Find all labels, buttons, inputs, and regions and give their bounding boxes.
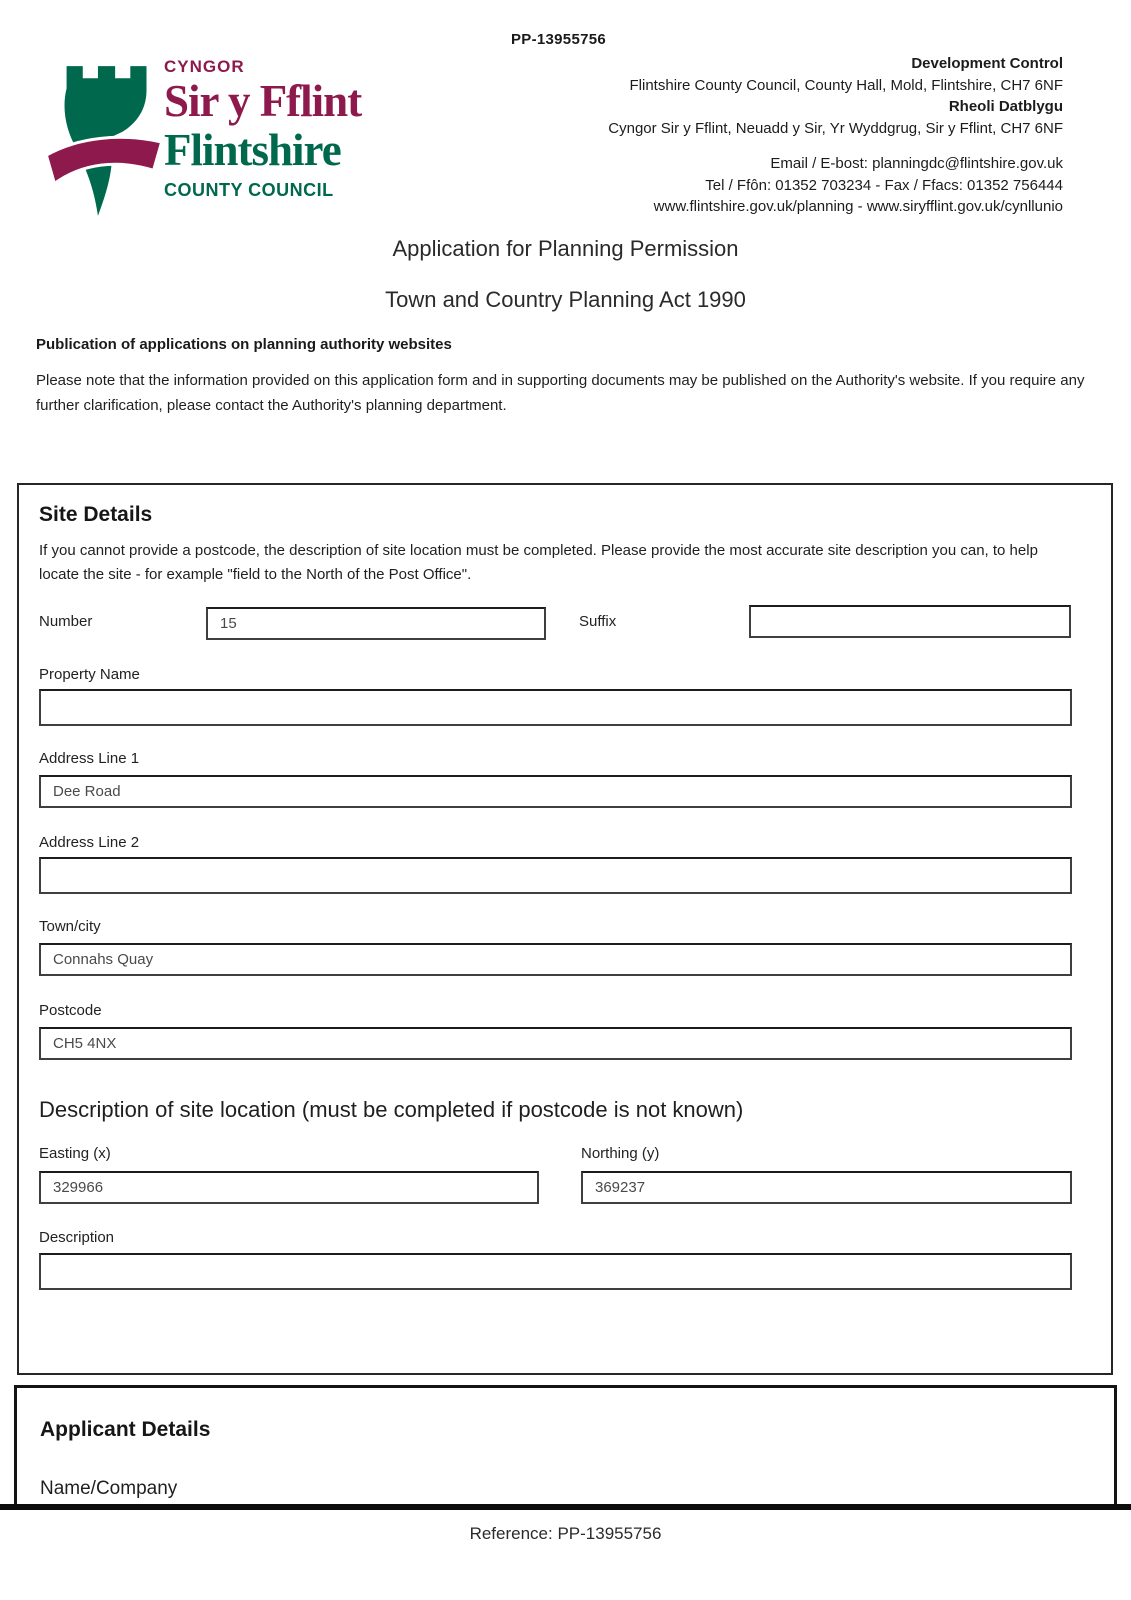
address-line1-input[interactable] xyxy=(39,775,1072,808)
council-castle-flag-icon xyxy=(42,56,164,228)
property-name-label: Property Name xyxy=(39,666,140,683)
contact-web: www.flintshire.gov.uk/planning - www.siryfflint.gov.uk/cynllunio xyxy=(653,198,1063,215)
site-details-heading: Site Details xyxy=(39,503,153,526)
logo-county-council-label: COUNTY COUNCIL xyxy=(164,180,334,200)
footer-reference: Reference: PP-13955756 xyxy=(469,1524,662,1543)
publication-heading: Publication of applications on planning authority websites xyxy=(36,336,452,353)
form-title: Application for Planning Permission xyxy=(392,236,739,261)
contact-dept-cy: Rheoli Datblygu xyxy=(948,98,1063,115)
name-company-label: Name/Company xyxy=(40,1478,178,1499)
address-line1-label: Address Line 1 xyxy=(39,750,140,767)
contact-address-cy: Cyngor Sir y Fflint, Neuadd y Sir, Yr Wyddgrug, Sir y Fflint, CH7 6NF xyxy=(608,119,1063,137)
site-details-section xyxy=(17,483,1113,1375)
site-location-heading: Description of site location (must be completed if postcode is not known) xyxy=(39,1097,744,1122)
applicant-details-section xyxy=(14,1385,1117,1505)
logo-cyngor-label: CYNGOR xyxy=(164,57,245,76)
publication-note xyxy=(36,336,1096,418)
contact-email: Email / E-bost: planningdc@flintshire.gov.uk xyxy=(770,155,1063,172)
application-reference-top: PP-13955756 xyxy=(510,31,607,48)
act-title: Town and Country Planning Act 1990 xyxy=(385,287,746,312)
applicant-details-heading: Applicant Details xyxy=(40,1418,211,1441)
suffix-label: Suffix xyxy=(579,613,617,630)
northing-input[interactable] xyxy=(581,1171,1072,1204)
suffix-input[interactable] xyxy=(749,605,1071,638)
address-line2-label: Address Line 2 xyxy=(39,834,140,851)
town-city-label: Town/city xyxy=(39,918,101,935)
number-label: Number xyxy=(39,613,93,630)
northing-label: Northing (y) xyxy=(581,1145,660,1162)
number-input[interactable] xyxy=(206,607,546,640)
contact-dept-en: Development Control xyxy=(911,55,1063,72)
page-break-line xyxy=(0,1504,1131,1510)
easting-label: Easting (x) xyxy=(39,1145,111,1162)
logo-english-name: Flintshire xyxy=(164,125,341,175)
town-city-input[interactable] xyxy=(39,943,1072,976)
site-description-input[interactable] xyxy=(39,1253,1072,1290)
publication-body: Please note that the information provided on this application form and in supporting documents may be published on the Authority's website. If you require any further clarification, please contact the Authority's planning department. xyxy=(36,372,1085,414)
contact-phone: Tel / Ffôn: 01352 703234 - Fax / Ffacs: 01352 756444 xyxy=(705,176,1063,194)
easting-input[interactable] xyxy=(39,1171,539,1204)
address-line2-input[interactable] xyxy=(39,857,1072,894)
postcode-label: Postcode xyxy=(39,1002,102,1019)
contact-block xyxy=(608,53,1063,218)
postcode-input[interactable] xyxy=(39,1027,1072,1060)
site-description-label: Description xyxy=(39,1229,115,1246)
contact-address-en: Flintshire County Council, County Hall, Mold, Flintshire, CH7 6NF xyxy=(629,76,1063,94)
council-logo-text xyxy=(164,58,361,199)
property-name-input[interactable] xyxy=(39,689,1072,726)
site-details-intro: If you cannot provide a postcode, the description of site location must be completed. Please provide the most accurate site description you can, to help locate the site - for example "field to the North of the Post Office". xyxy=(39,542,1038,583)
logo-welsh-name: Sir y Fflint xyxy=(164,76,362,126)
